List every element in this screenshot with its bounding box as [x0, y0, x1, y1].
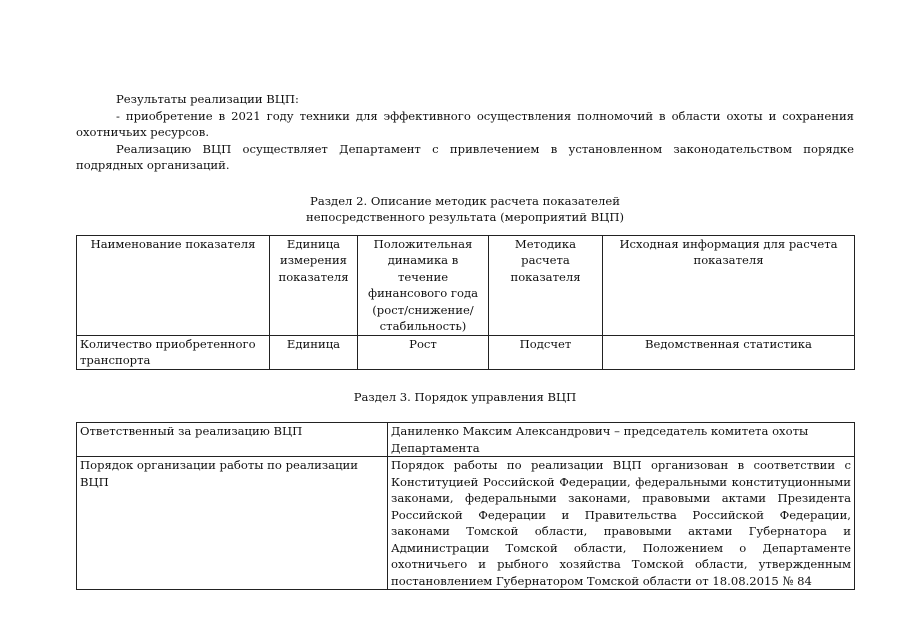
header-method: Методика расчета показателя [489, 235, 603, 335]
cell-responsible-value: Даниленко Максим Александрович – председатель комитета охоты Департамента [388, 423, 855, 457]
section3-title: Раздел 3. Порядок управления ВЦП [353, 389, 577, 404]
cell-source-info: Ведомственная статистика [603, 335, 855, 369]
header-indicator-name: Наименование показателя [77, 235, 270, 335]
table-row [77, 457, 855, 590]
indicator-table-wrap [76, 235, 854, 370]
management-table-wrap [76, 422, 854, 590]
section2-title-line2: непосредственного результата (мероприятий ВЦП) [306, 210, 624, 224]
indicator-methodology-table [76, 235, 855, 370]
table-row [77, 423, 855, 457]
cell-procedure-value: Порядок работы по реализации ВЦП организован в соответствии с Конституцией Российской Федерации, федеральными конституционными законами, федеральными законами, правовыми актами Президента Российской Федерации и Правительства Российской Федерации, законами Томской области, правовыми актами Губернатора и Администрации Томской области, Положением о Департаменте охотничьего и рыбного хозяйства Томской области, утвержденным постановлением Губернатором Томской области от 18.08.2015 № 84 [388, 457, 855, 590]
implementation-paragraph: Реализацию ВЦП осуществляет Департамент с привлечением в установленном законодательством порядке подрядных организаций. [76, 141, 854, 172]
document-page [76, 91, 854, 590]
cell-method: Подсчет [489, 335, 603, 369]
header-source-info: Исходная информация для расчета показателя [603, 235, 855, 335]
cell-unit: Единица [270, 335, 358, 369]
section2-title-line1: Раздел 2. Описание методик расчета показателей [310, 193, 620, 208]
table-header-row [77, 235, 855, 335]
header-dynamics: Положительная динамика в течение финансового года (рост/снижение/ стабильность) [358, 235, 489, 335]
header-unit: Единица измерения показателя [270, 235, 358, 335]
management-table [76, 422, 855, 590]
results-bullet: - приобретение в 2021 году техники для эффективного осуществления полномочий в области охоты и сохранения охотничьих ресурсов. [76, 108, 854, 139]
cell-indicator-name: Количество приобретенного транспорта [77, 335, 270, 369]
cell-responsible-label: Ответственный за реализацию ВЦП [77, 423, 388, 457]
cell-dynamics: Рост [358, 335, 489, 369]
results-heading: Результаты реализации ВЦП: [116, 92, 299, 106]
table-row [77, 335, 855, 369]
cell-procedure-label: Порядок организации работы по реализации ВЦП [77, 457, 388, 590]
